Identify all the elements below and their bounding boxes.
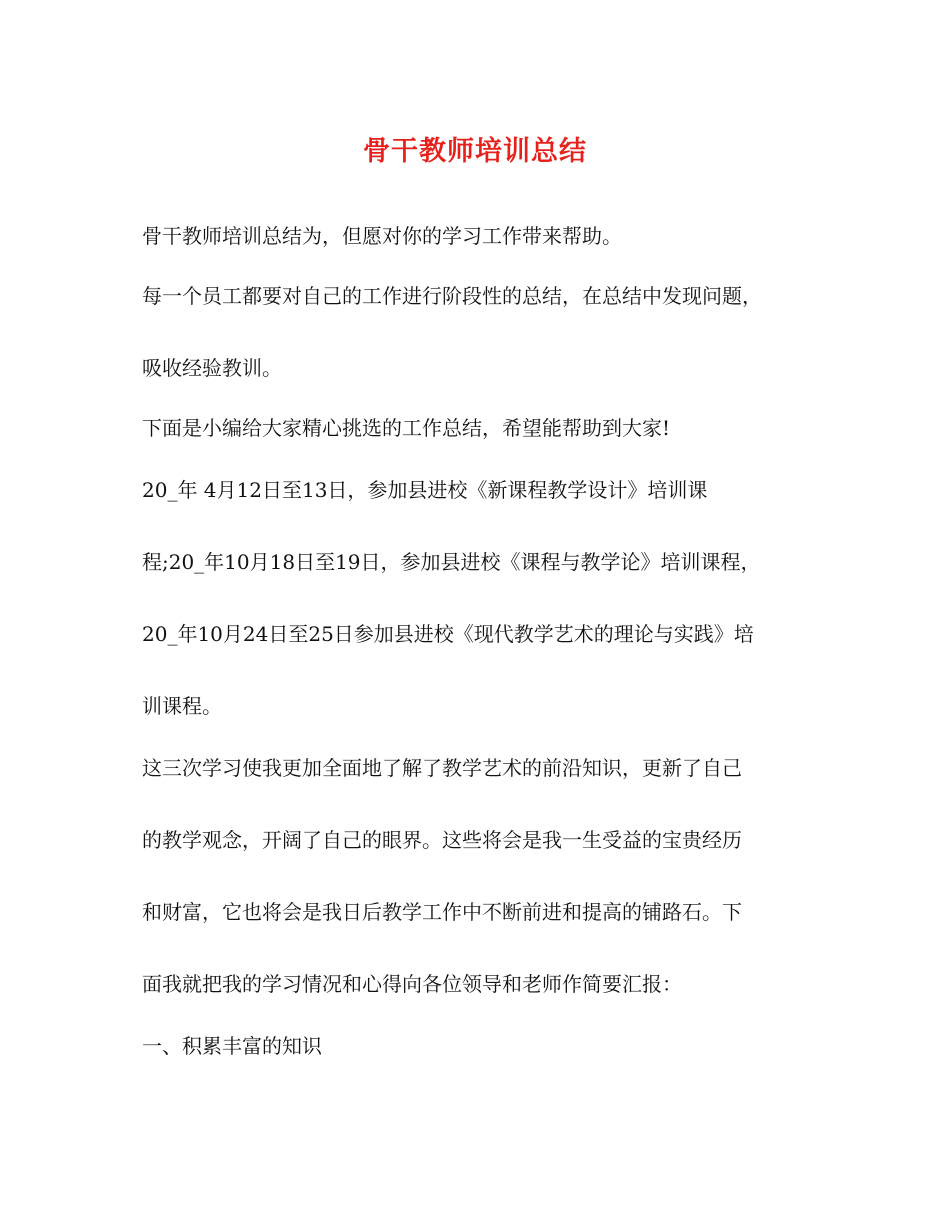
intro-line: 骨干教师培训总结为，但愿对你的学习工作带来帮助。 bbox=[142, 224, 622, 248]
paragraph-line: 训课程。 bbox=[142, 694, 222, 718]
paragraph-line: 面我就把我的学习情况和心得向各位领导和老师作简要汇报： bbox=[142, 972, 682, 996]
paragraph-line: 和财富，它也将会是我日后教学工作中不断前进和提高的铺路石。下 bbox=[142, 900, 742, 924]
document-title: 骨干教师培训总结 bbox=[363, 136, 587, 167]
paragraph-line: 下面是小编给大家精心挑选的工作总结，希望能帮助到大家! bbox=[142, 416, 671, 440]
paragraph-line: 程;20_年10月18日至19日，参加县进校《课程与教学论》培训课程， bbox=[142, 550, 761, 574]
paragraph-line: 20_年10月24日至25日参加县进校《现代教学艺术的理论与实践》培 bbox=[142, 622, 754, 646]
paragraph-line: 20_年 4月12日至13日，参加县进校《新课程教学设计》培训课 bbox=[142, 478, 708, 502]
paragraph-line: 的教学观念，开阔了自己的眼界。这些将会是我一生受益的宝贵经历 bbox=[142, 828, 742, 852]
paragraph-line: 每一个员工都要对自己的工作进行阶段性的总结，在总结中发现问题， bbox=[142, 284, 762, 308]
paragraph-line: 吸收经验教训。 bbox=[142, 356, 282, 380]
section-heading: 一、积累丰富的知识 bbox=[142, 1034, 322, 1058]
paragraph-line: 这三次学习使我更加全面地了解了教学艺术的前沿知识，更新了自己 bbox=[142, 756, 742, 780]
